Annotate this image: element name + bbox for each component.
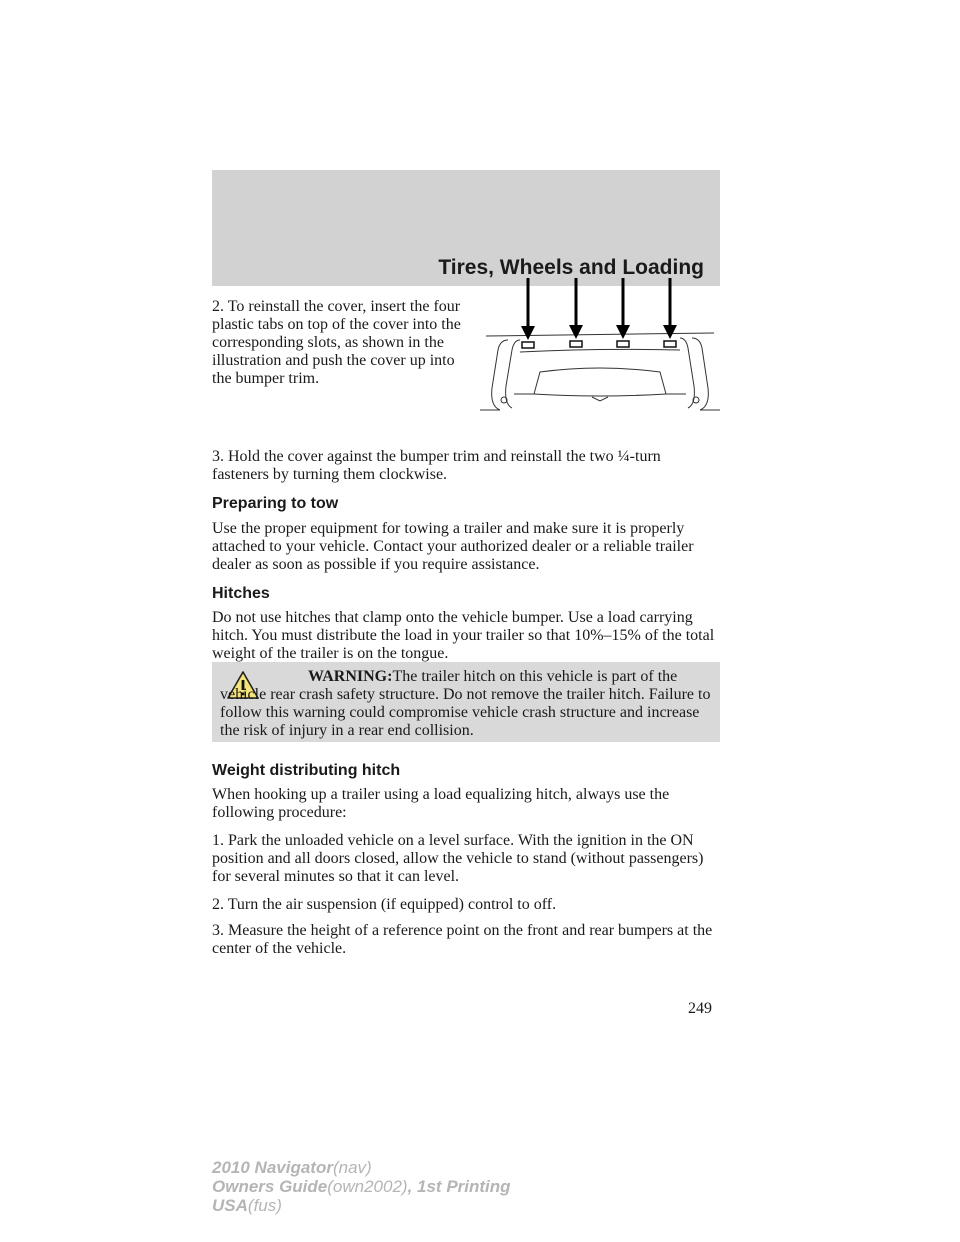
- footer-model: 2010 Navigator: [212, 1158, 333, 1177]
- page-number: 249: [688, 1000, 712, 1017]
- weight-hitch-intro: When hooking up a trailer using a load equalizing hitch, always use the following procedure:: [212, 786, 670, 821]
- step-3-text: 3. Hold the cover against the bumper trim and reinstall the two ¼-turn fasteners by turning them clockwise.: [212, 448, 661, 483]
- hitches-text: Do not use hitches that clamp onto the vehicle bumper. Use a load carrying hitch. You must distribute the load in your trailer so that 10%–15% of the total weight of the trailer is on the tongue.: [212, 609, 715, 662]
- weight-hitch-step-3: 3. Measure the height of a reference point on the front and rear bumpers at the center of the vehicle.: [212, 922, 713, 957]
- footer-model-code: (nav): [332, 1158, 372, 1177]
- section-header-band: [212, 170, 720, 286]
- warning-text: The trailer hitch on this vehicle is part of the vehicle rear crash safety structure. Do not remove the trailer hitch. Failure to follow this warning could compromise vehicle crash structure and increase the risk of injury in a rear end collision.: [220, 668, 711, 739]
- print-footer: [212, 1158, 511, 1215]
- warning-box: [212, 662, 720, 742]
- section-title: Tires, Wheels and Loading: [438, 256, 704, 279]
- weight-hitch-step-1: 1. Park the unloaded vehicle on a level surface. With the ignition in the ON position and all doors closed, allow the vehicle to stand (without passengers) for several minutes so that it can level.: [212, 832, 704, 885]
- warning-paragraph: [220, 668, 712, 740]
- preparing-text: Use the proper equipment for towing a trailer and make sure it is properly attached to your vehicle. Contact your authorized dealer or a reliable trailer dealer as soon as possible if you require assistance.: [212, 520, 694, 573]
- preparing-heading: Preparing to tow: [212, 495, 339, 512]
- footer-market-code: (fus): [247, 1196, 282, 1215]
- footer-guide: Owners Guide: [212, 1177, 328, 1196]
- footer-market: USA: [212, 1196, 248, 1215]
- step-2-text: 2. To reinstall the cover, insert the four plastic tabs on top of the cover into the corresponding slots, as shown in the illustration and push the cover up into the bumper trim.: [212, 298, 461, 387]
- weight-hitch-heading: Weight distributing hitch: [212, 762, 401, 779]
- bumper-cover-illustration: [480, 276, 720, 414]
- warning-label: WARNING:: [308, 668, 393, 685]
- footer-printing: , 1st Printing: [407, 1177, 511, 1196]
- footer-guide-code: (own2002): [327, 1177, 408, 1196]
- weight-hitch-step-2: 2. Turn the air suspension (if equipped) control to off.: [212, 896, 557, 913]
- hitches-heading: Hitches: [212, 585, 270, 602]
